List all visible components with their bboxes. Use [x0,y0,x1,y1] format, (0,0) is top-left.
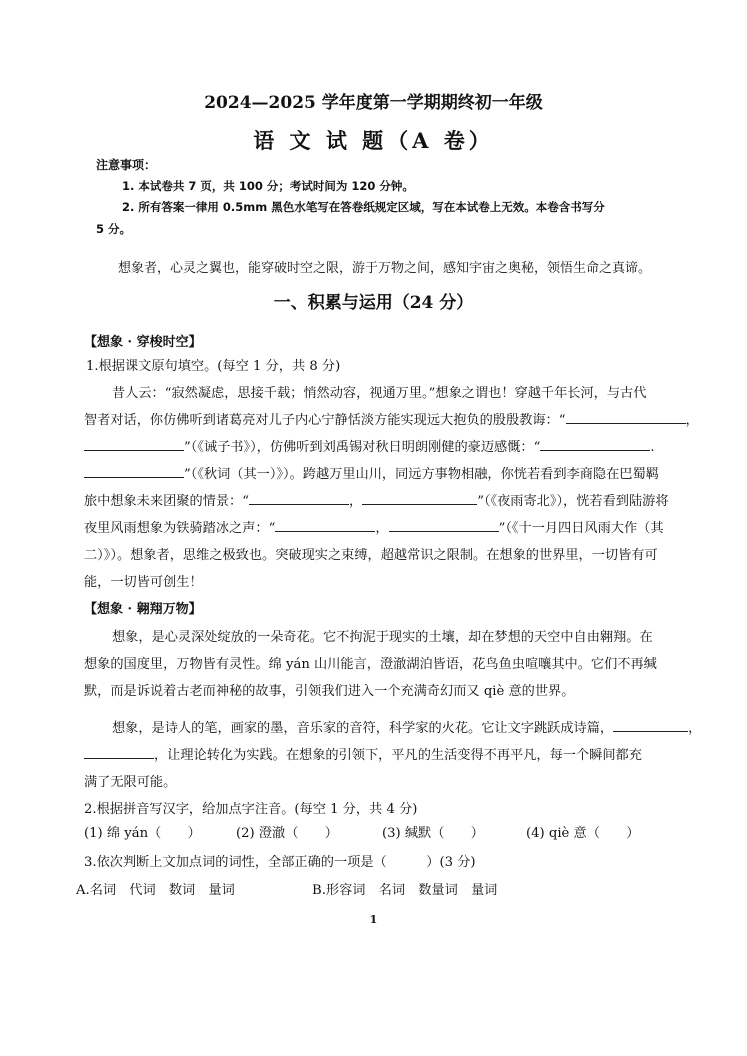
paragraph1-line7: 二）》）。想象者，思维之极致也。突破现实之束缚，超越常识之限制。在想象的世界里，一切皆有可 [84,548,658,563]
answer-blank[interactable] [249,491,349,505]
answer-blank[interactable] [389,518,499,532]
q2-option-4[interactable]: (4) qiè 意（ ） [526,826,640,841]
page-number: 1 [369,913,378,926]
question-1: 1.根据课文原句填空。(每空 1 分，共 8 分) [86,359,341,374]
paragraph1-line8: 能，一切皆可创生！ [84,575,203,590]
paragraph1-line3: ”（《诫子书》），仿佛听到刘禹锡对秋日明朗刚健的豪迈感慨：“ . [84,436,655,455]
notice-item-2: 2. 所有答案一律用 0.5mm 黑色水笔写在答卷纸规定区域，写在本试卷上无效。本卷含书写分 [122,200,605,214]
subsection-heading-2: 【想象 · 翱翔万物】 [84,602,202,617]
notice-item-1: 1. 本试卷共 7 页，共 100 分；考试时间为 120 分钟。 [122,179,414,193]
section-title: 一、积累与运用（24 分） [273,293,474,313]
answer-blank[interactable] [362,491,477,505]
paragraph1-line2: 智者对话，你仿佛听到诸葛亮对儿子内心宁静恬淡方能实现远大抱负的殷殷教诲：“ ， [84,409,699,428]
answer-blank[interactable] [84,437,184,451]
paragraph1-line5: 旅中想象未来团聚的情景：“ ， ”（《夜雨寄北》），恍若看到陆游将 [84,490,669,509]
notice-heading: 注意事项： [96,158,157,172]
q2-option-3[interactable]: (3) 缄默（ ） [382,826,484,841]
paragraph1-line6: 夜里风雨想象为铁骑踏冰之声：“ ， ”（《十一月四日风雨大作（其 [84,517,664,536]
question-3: 3.依次判断上文加点词的词性，全部正确的一项是（ ）(3 分) [84,855,476,870]
subsection-heading-1: 【想象 · 穿梭时空】 [84,335,202,350]
q3-option-a[interactable]: A.名词 代词 数词 量词 [76,883,235,898]
paragraph2-line3: 默，而是诉说着古老而神秘的故事，引领我们进入一个充满奇幻而又 qiè 意的世界。 [84,684,575,699]
paragraph1-line4: ”（《秋词（其一）》）。跨越万里山川，同远方事物相融，你恍若看到李商隐在巴蜀羁 [84,463,659,482]
exam-title: 2024—2025 学年度第一学期期终初一年级 [204,93,543,113]
q2-option-2[interactable]: (2) 澄澈（ ） [236,826,338,841]
paragraph2-line1: 想象，是心灵深处绽放的一朵奇花。它不拘泥于现实的土壤，却在梦想的天空中自由翱翔。在 [112,630,653,645]
answer-blank[interactable] [613,718,688,732]
answer-blank[interactable] [566,410,686,424]
notice-item-2-cont: 5 分。 [96,222,132,236]
paragraph3-line1: 想象，是诗人的笔，画家的墨，音乐家的音符，科学家的火花。它让文字跳跃成诗篇， ， [112,717,701,736]
q2-option-1[interactable]: (1) 绵 yán（ ） [84,826,201,841]
answer-blank[interactable] [275,518,375,532]
exam-subtitle: 语 文 试 题（A 卷） [253,128,494,153]
q3-option-b[interactable]: B.形容词 名词 数量词 量词 [312,883,498,898]
paragraph2-line2: 想象的国度里，万物皆有灵性。绵 yán 山川能言，澄澈湖泊皆语，花鸟鱼虫喧嚷其中。它们不再缄 [84,657,657,672]
intro-text: 想象者，心灵之翼也，能穿破时空之限，游于万物之间，感知宇宙之奥秘，领悟生命之真谛。 [118,261,652,276]
paragraph3-line3: 满了无限可能。 [84,775,177,790]
answer-blank[interactable] [540,437,650,451]
paragraph3-line2: ，让理论转化为实践。在想象的引领下，平凡的生活变得不再平凡，每一个瞬间都充 [84,744,642,763]
answer-blank[interactable] [84,464,184,478]
paragraph1-line1: 昔人云：“寂然凝虑，思接千载；悄然动容，视通万里。”想象之谓也！穿越千年长河，与古代 [112,386,647,401]
question-2: 2.根据拼音写汉字，给加点字注音。(每空 1 分，共 4 分) [84,802,418,817]
answer-blank[interactable] [84,745,154,759]
